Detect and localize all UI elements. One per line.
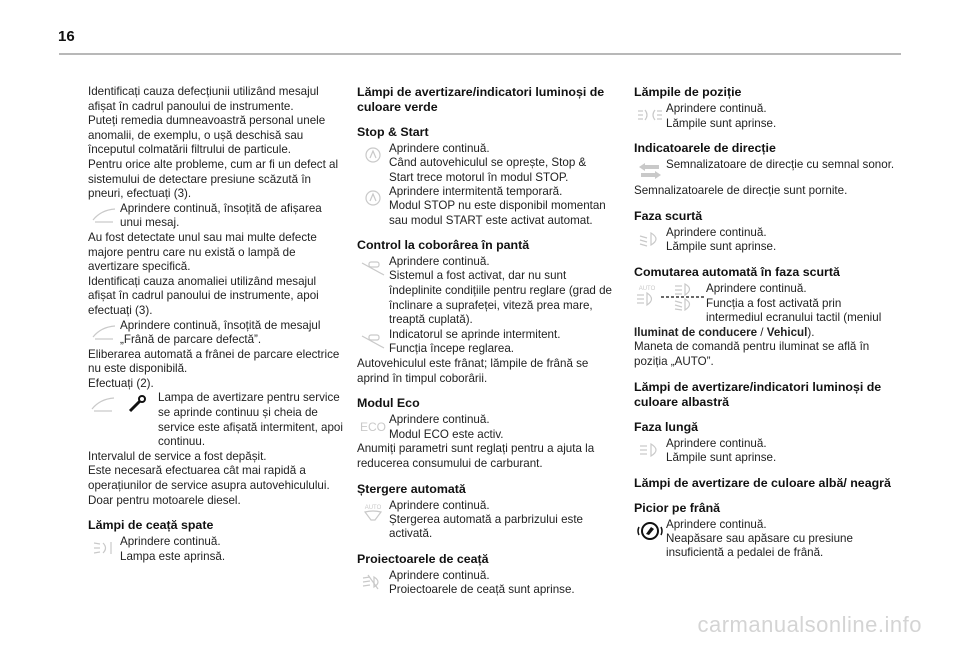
foot-on-brake-icon — [634, 518, 666, 544]
parking-brake-fault-icon — [88, 319, 120, 345]
rear-fog-entry — [88, 535, 346, 564]
paragraph: Când autovehiculul se oprește, Stop & Start trece motorul în modul STOP. — [389, 156, 587, 184]
eco-desc: Modul ECO este activ. — [389, 427, 504, 441]
section-heading: Stop & Start — [357, 125, 429, 139]
section-heading: Modul Eco — [357, 396, 420, 411]
column-2 — [357, 85, 612, 598]
watermark: carmanualsonline.info — [697, 612, 922, 638]
dipped-beam-entry — [634, 226, 896, 255]
auto-wipe-status: Aprindere continuă. — [389, 498, 490, 512]
auto-high-beam-desc: Funcția a fost activată prin intermediul ecranului tactil (meniul — [706, 296, 882, 325]
closing: ). — [807, 325, 815, 339]
main-beam-desc: Lămpile sunt aprinse. — [666, 451, 777, 465]
paragraph: Efectuați (2). — [88, 376, 154, 390]
paragraph: Anumiți parametri sunt reglați pentru a ajuta la reducerea consumului de carburant. — [357, 442, 595, 470]
parking-brake-text: Aprindere continuă, însoțită de mesajul „Frână de parcare defectă”. — [120, 318, 321, 347]
turn-signal-text: Semnalizatoare de direcție cu semnal sonor. — [666, 158, 895, 172]
stop-start-status: Aprindere intermitentă temporară. — [389, 185, 563, 199]
warning-entry — [88, 202, 346, 231]
hill-descent-desc: Funcția începe reglarea. — [389, 342, 515, 356]
hill-descent-entry-2 — [357, 328, 612, 357]
rear-fog-status: Aprindere continuă. — [120, 535, 221, 549]
section-heading: Control la coborârea în pantă — [357, 238, 530, 253]
stop-start-status: Aprindere continuă. — [389, 142, 490, 155]
paragraph: Intervalul de service a fost depășit. — [88, 449, 267, 463]
paragraph: Maneta de comandă pentru iluminat se află în poziția „AUTO”. — [634, 340, 870, 368]
turn-signal-entry — [634, 158, 896, 184]
auto-high-beam-icon — [634, 282, 706, 312]
paragraph: Modul STOP nu este disponibil momentan sau modul START este activat automat. — [389, 199, 606, 227]
svg-text:ECO: ECO — [360, 420, 386, 435]
warning-triangle-icon — [88, 202, 120, 228]
section-heading: Lămpi de avertizare/indicatori luminoși de culoare verde — [357, 85, 605, 114]
dipped-beam-desc: Lămpile sunt aprinse. — [666, 240, 777, 254]
warning-text: Aprindere continuă, însoțită de afișarea unui mesaj. — [120, 201, 322, 230]
paragraph: Ștergerea automată a parbrizului este activată. — [389, 512, 583, 541]
paragraph: Semnalizatoarele de direcție sunt pornite. — [634, 184, 848, 198]
side-lamps-icon — [634, 102, 666, 128]
menu-name: Vehicul — [766, 325, 808, 339]
main-beam-icon — [634, 437, 666, 463]
section-heading: Picior pe frână — [634, 500, 721, 515]
side-lamps-desc: Lămpile sunt aprinse. — [666, 116, 777, 130]
paragraph: Doar pentru motoarele diesel. — [88, 493, 241, 507]
turn-signal-arrows-icon — [634, 158, 666, 184]
paragraph: Autovehiculul este frânat; lămpile de frână se aprind în timpul coborârii. — [357, 356, 589, 385]
service-wrench-icon — [88, 391, 158, 417]
section-heading: Indicatoarele de direcție — [634, 141, 776, 156]
parking-brake-entry — [88, 319, 346, 348]
column-1 — [88, 85, 346, 564]
section-heading: Faza scurtă — [634, 208, 703, 223]
dipped-beam-icon — [634, 226, 666, 252]
separator: / — [757, 325, 767, 339]
paragraph: Sistemul a fost activat, dar nu sunt îndeplinite condițiile pentru reglare (grad de înclinare a suprafeței, viteză prea mare, treaptă cuplată). — [389, 269, 612, 327]
main-beam-status: Aprindere continuă. — [666, 436, 767, 450]
side-lamps-entry — [634, 102, 896, 131]
hill-descent-icon — [357, 328, 389, 354]
auto-high-beam-entry — [634, 282, 896, 326]
front-fog-entry — [357, 569, 612, 598]
hill-descent-status: Indicatorul se aprinde intermitent. — [389, 327, 561, 341]
section-heading: Ștergere automată — [357, 481, 466, 496]
section-heading: Comutarea automată în faza scurtă — [634, 264, 840, 279]
paragraph: Este necesară efectuarea cât mai rapidă a operațiunilor de service asupra autovehiculului. — [88, 464, 330, 493]
eco-entry — [357, 413, 612, 442]
rear-fog-lamp-icon — [88, 535, 120, 561]
stop-start-icon — [357, 185, 389, 211]
front-fog-desc: Proiectoarele de ceață sunt aprinse. — [389, 583, 575, 597]
section-heading: Lămpile de poziție — [634, 85, 742, 99]
column-3 — [634, 85, 896, 561]
section-heading: Faza lungă — [634, 419, 699, 434]
section-heading: Lămpi de avertizare de culoare albă/ neagră — [634, 475, 891, 490]
menu-name: Iluminat de conducere — [634, 325, 758, 339]
auto-wipe-icon — [357, 499, 389, 525]
paragraph: Identificați cauza defecțiunii utilizând mesajul afișat în cadrul panoului de instrumente. — [88, 85, 319, 113]
paragraph: Pentru orice alte probleme, cum ar fi un defect al sistemului de detectare presiune scăzută în pneuri, efectuați (3). — [88, 157, 339, 201]
front-fog-status: Aprindere continuă. — [389, 568, 490, 582]
section-heading: Lămpi de avertizare/indicatori luminoși de culoare albastră — [634, 379, 882, 409]
paragraph — [634, 326, 896, 341]
auto-high-beam-status: Aprindere continuă. — [706, 281, 807, 295]
service-text: Lampa de avertizare pentru service se aprinde continuu și cheia de service este afișată intermitent, apoi continuu. — [158, 391, 343, 449]
hill-descent-icon — [357, 255, 389, 281]
paragraph: Identificați cauza anomaliei utilizând mesajul afișat în cadrul panoului de instrumente, apoi efectuați (3). — [88, 274, 319, 317]
hill-descent-status: Aprindere continuă. — [389, 255, 490, 269]
eco-status: Aprindere continuă. — [389, 413, 490, 427]
paragraph: Puteți remedia dumneavoastră personal unele anomalii, de exemplu, o ușă deschisă sau începutul colmatării filtrului de particule. — [88, 114, 326, 157]
header-divider — [59, 53, 901, 55]
svg-text:AUTO: AUTO — [364, 504, 382, 511]
dipped-beam-status: Aprindere continuă. — [666, 225, 767, 239]
stop-start-icon — [357, 142, 389, 168]
foot-brake-status: Aprindere continuă. — [666, 517, 767, 531]
eco-mode-icon — [357, 413, 389, 439]
section-heading: Proiectoarele de ceață — [357, 551, 489, 566]
svg-text:AUTO: AUTO — [638, 285, 656, 292]
paragraph: Neapăsare sau apăsare cu presiune insuficientă a pedalei de frână. — [666, 531, 853, 560]
paragraph: Eliberarea automată a frânei de parcare electrice nu este disponibilă. — [88, 347, 340, 376]
main-beam-entry — [634, 437, 896, 466]
front-fog-lamp-icon — [357, 569, 389, 595]
service-entry — [88, 391, 346, 449]
side-lamps-status: Aprindere continuă. — [666, 102, 767, 115]
page-number: 16 — [58, 28, 75, 45]
rear-fog-desc: Lampa este aprinsă. — [120, 549, 226, 563]
paragraph: Au fost detectate unul sau mai multe defecte majore pentru care nu există o lampă de avertizare specifică. — [88, 230, 317, 274]
section-heading: Lămpi de ceață spate — [88, 518, 214, 533]
